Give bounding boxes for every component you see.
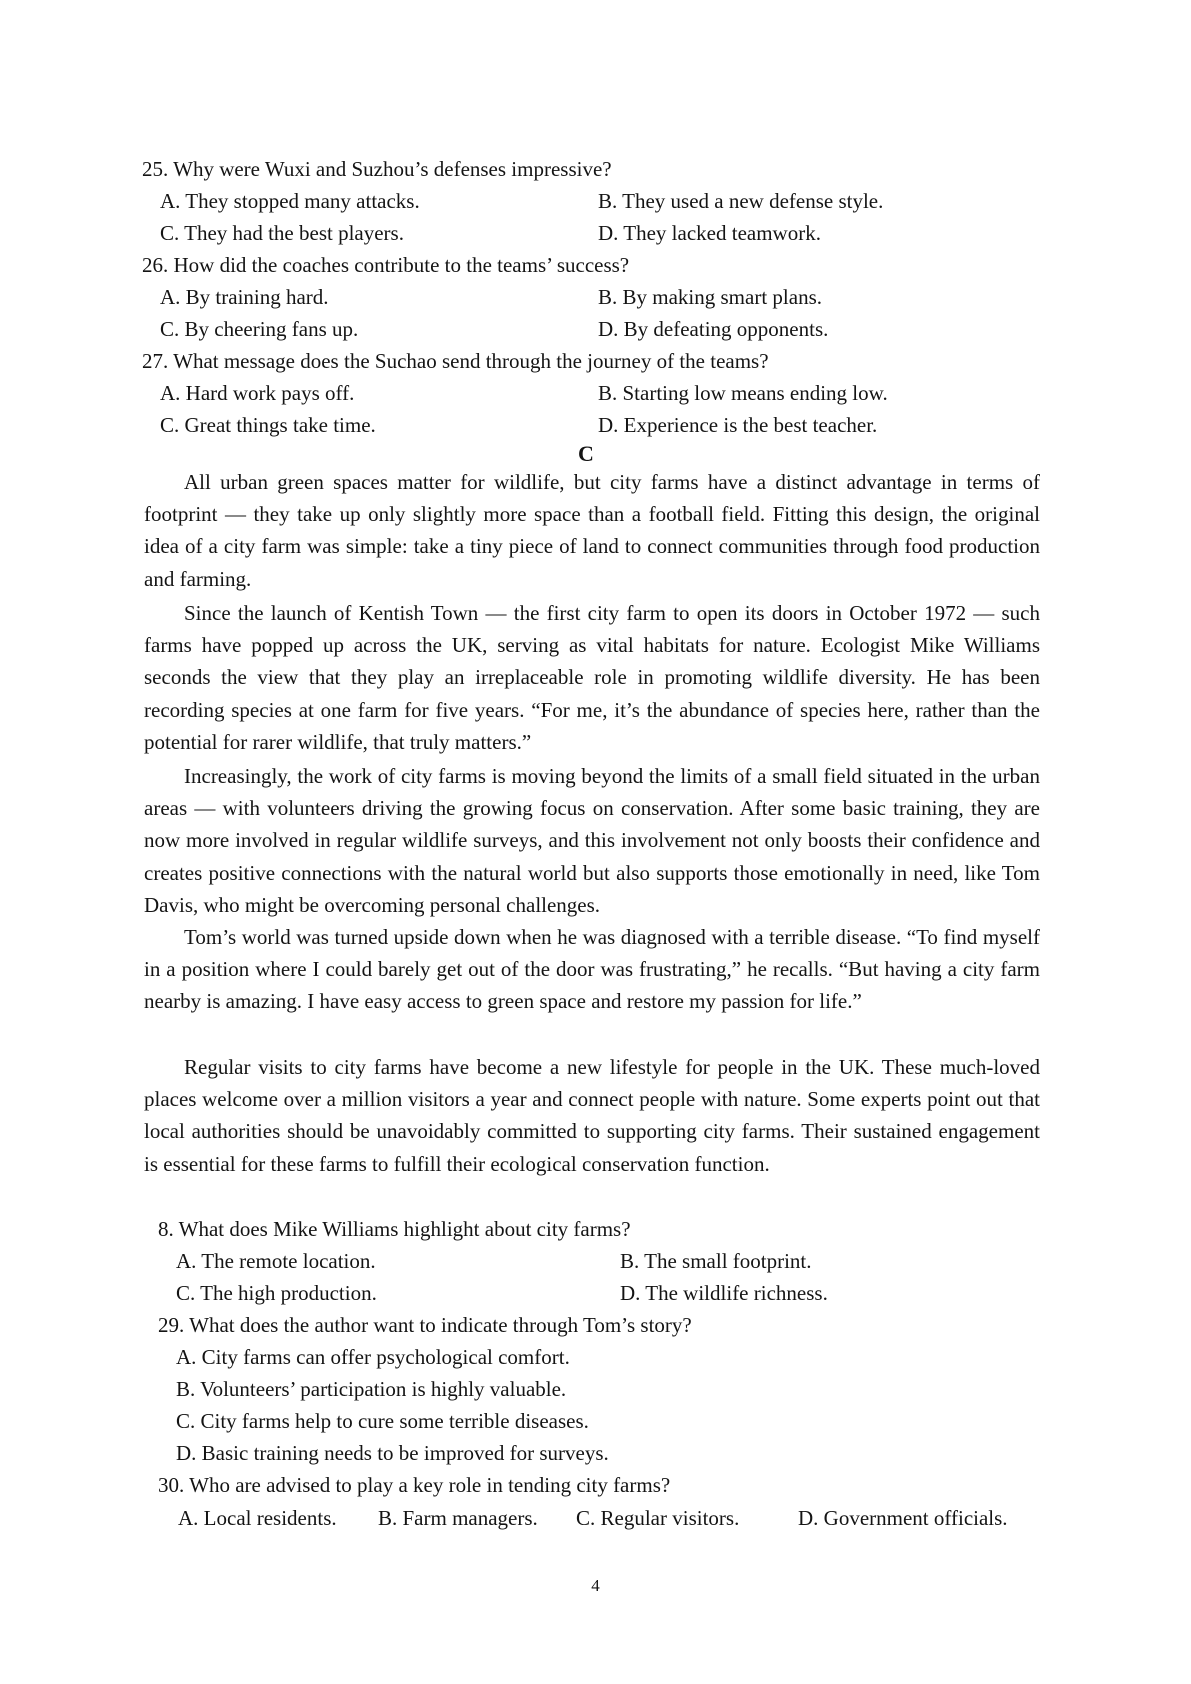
option-c: C. They had the best players. [160, 221, 404, 245]
option-b: B. By making smart plans. [598, 285, 822, 309]
option-c: C. Regular visitors. [576, 1506, 740, 1530]
question-stem: 26. How did the coaches contribute to the teams’ success? [142, 253, 630, 277]
option-d: D. Experience is the best teacher. [598, 413, 878, 437]
option-d: D. Government officials. [798, 1506, 1008, 1530]
page-number: 4 [591, 1576, 600, 1595]
passage-paragraph: Increasingly, the work of city farms is moving beyond the limits of a small field situated in the urban areas — with volunteers driving the growing focus on conservation. After some basic training, they are now more involved in regular wildlife surveys, and this involvement not only boosts their confidence and creates positive connections with the natural world but also supports those emotionally in need, like Tom Davis, who might be overcoming personal challenges. [144, 764, 1040, 917]
question-stem: 27. What message does the Suchao send through the journey of the teams? [142, 349, 769, 373]
option-a: A. By training hard. [160, 285, 329, 309]
option-d: D. By defeating opponents. [598, 317, 829, 341]
option-b: B. The small footprint. [620, 1249, 812, 1273]
option-b: B. They used a new defense style. [598, 189, 884, 213]
option-c: C. Great things take time. [160, 413, 376, 437]
option-c: C. The high production. [176, 1281, 377, 1305]
section-heading: C [578, 441, 594, 466]
option-b: B. Volunteers’ participation is highly valuable. [176, 1377, 567, 1401]
option-b: B. Starting low means ending low. [598, 381, 888, 405]
option-b: B. Farm managers. [378, 1506, 538, 1530]
question-stem: 8. What does Mike Williams highlight about city farms? [158, 1217, 631, 1241]
question-stem: 29. What does the author want to indicate through Tom’s story? [158, 1313, 692, 1337]
option-d: D. Basic training needs to be improved for surveys. [176, 1441, 609, 1465]
option-a: A. City farms can offer psychological comfort. [176, 1345, 570, 1369]
option-a: A. Local residents. [178, 1506, 337, 1530]
passage-paragraph: Regular visits to city farms have become a new lifestyle for people in the UK. These much-loved places welcome over a million visitors a year and connect people with nature. Some experts point out that local authorities should be unavoidably committed to supporting city farms. Their sustained engagement is essential for these farms to fulfill their ecological conservation function. [144, 1055, 1040, 1176]
option-c: C. City farms help to cure some terrible diseases. [176, 1409, 589, 1433]
option-c: C. By cheering fans up. [160, 317, 359, 341]
option-a: A. The remote location. [176, 1249, 376, 1273]
question-stem: 30. Who are advised to play a key role in tending city farms? [158, 1473, 671, 1497]
passage-paragraph: Since the launch of Kentish Town — the first city farm to open its doors in October 1972 — such farms have popped up across the UK, serving as vital habitats for nature. Ecologist Mike Williams seconds the view that they play an irreplaceable role in promoting wildlife diversity. He has been recording species at one farm for five years. “For me, it’s the abundance of species here, rather than the potential for rarer wildlife, that truly matters.” [144, 601, 1040, 754]
option-d: D. They lacked teamwork. [598, 221, 821, 245]
option-a: A. They stopped many attacks. [160, 189, 420, 213]
option-a: A. Hard work pays off. [160, 381, 355, 405]
passage-paragraph: Tom’s world was turned upside down when he was diagnosed with a terrible disease. “To find myself in a position where I could barely get out of the door was frustrating,” he recalls. “But having a city farm nearby is amazing. I have easy access to green space and restore my passion for life.” [144, 925, 1040, 1014]
question-stem: 25. Why were Wuxi and Suzhou’s defenses impressive? [142, 157, 612, 181]
passage-paragraph: All urban green spaces matter for wildlife, but city farms have a distinct advantage in terms of footprint — they take up only slightly more space than a football field. Fitting this design, the original idea of a city farm was simple: take a tiny piece of land to connect communities through food production and farming. [144, 470, 1040, 591]
option-d: D. The wildlife richness. [620, 1281, 828, 1305]
